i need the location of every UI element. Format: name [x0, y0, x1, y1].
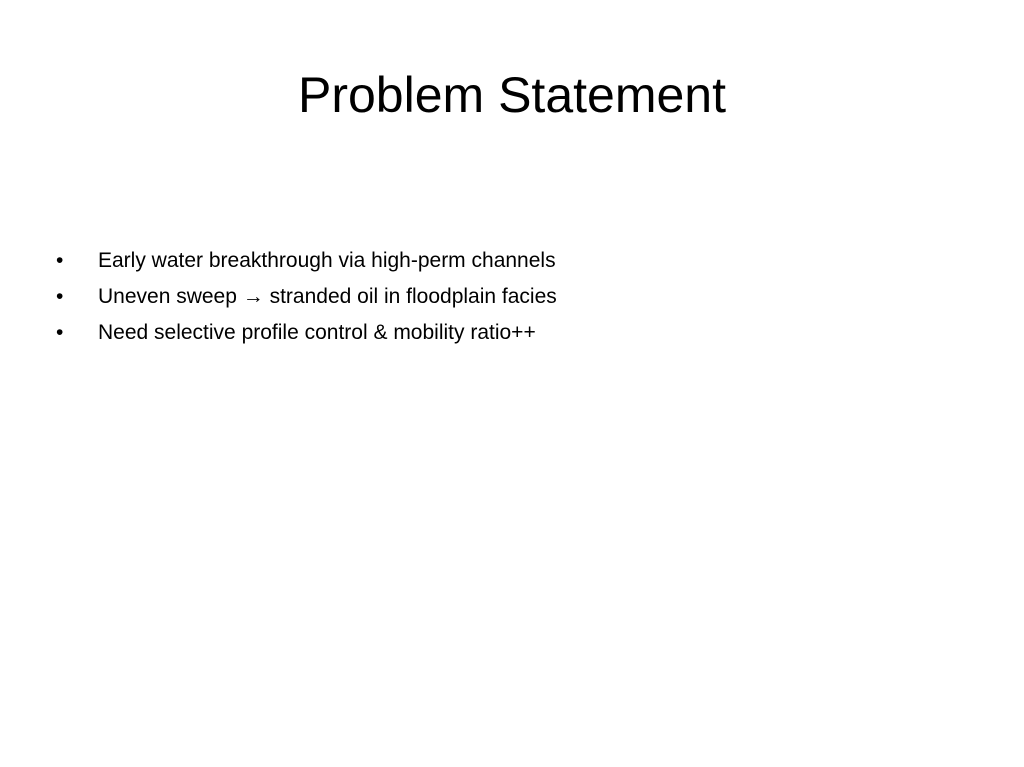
bullet-text: Uneven sweep → stranded oil in floodplain facies	[98, 285, 557, 308]
slide-title: Problem Statement	[298, 67, 726, 123]
bullet-marker: •	[56, 285, 64, 308]
bullet-marker: •	[56, 249, 64, 272]
bullet-text: Early water breakthrough via high-perm channels	[98, 249, 556, 272]
bullet-marker: •	[56, 321, 64, 344]
bullet-text: Need selective profile control & mobility ratio++	[98, 321, 536, 344]
